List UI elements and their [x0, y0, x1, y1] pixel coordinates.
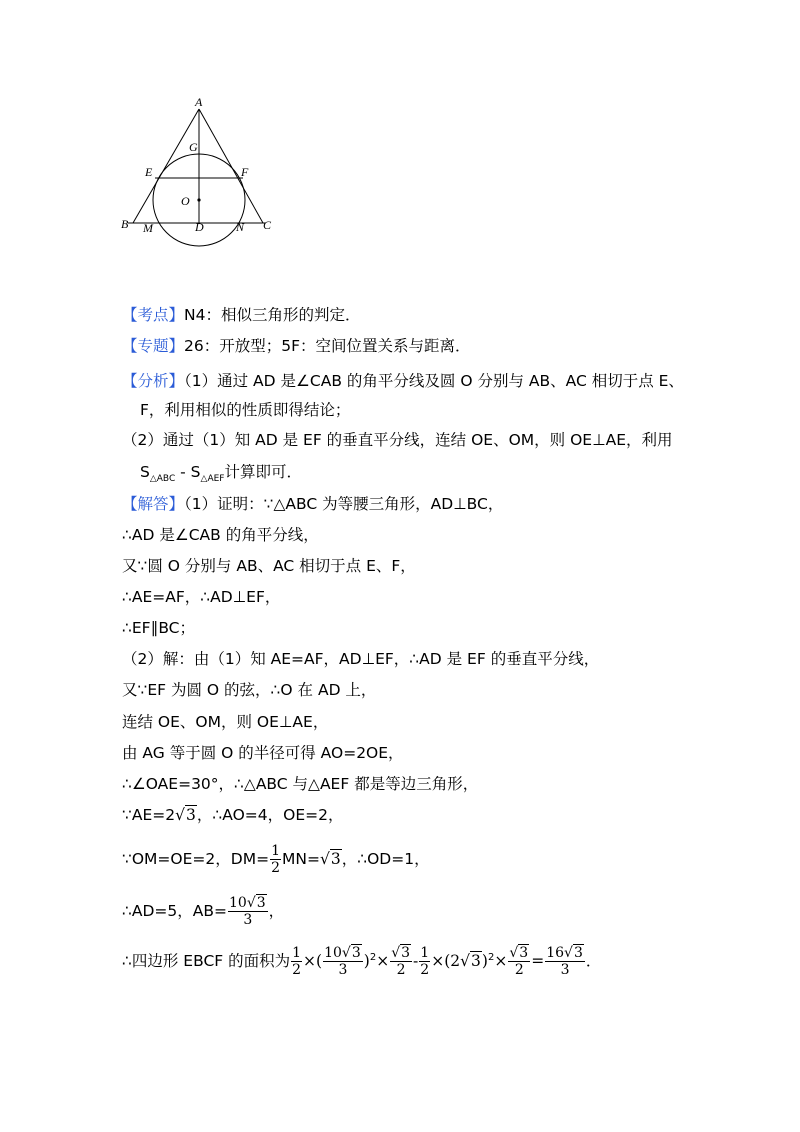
- fenxi-end-text: 计算即可．: [224, 463, 302, 481]
- equals-sign: =: [531, 952, 545, 970]
- frac-den: 2: [396, 962, 406, 978]
- frac-den: 2: [514, 962, 524, 978]
- frac-num: 1: [420, 945, 430, 961]
- frac-num: [545, 945, 585, 962]
- solution-text-5: ∴EF∥BC；: [122, 619, 196, 637]
- kaodian-tag: 【考点】: [122, 306, 185, 324]
- sqrt-3: √3: [341, 945, 361, 961]
- sqrt-3: √3: [509, 945, 529, 961]
- coef-10: 10: [228, 895, 247, 911]
- times-sign: ×: [303, 952, 317, 970]
- fraction-result: [545, 945, 585, 978]
- ae-text: ∵AE=2: [122, 806, 176, 824]
- jieda-line: [122, 494, 503, 514]
- frac-num: 1: [271, 843, 280, 859]
- fenxi-text: （1）通过 AD 是∠CAB 的角平分线及圆 O 分别与 AB、AC 相切于点 E、: [184, 372, 684, 390]
- coef-10: 10: [324, 945, 342, 961]
- sqrt-3: √3: [175, 806, 196, 824]
- label-d: D: [195, 220, 204, 234]
- fenxi-line-4: [140, 462, 302, 489]
- solution-line-9: [122, 743, 404, 763]
- frac-den: 2: [271, 860, 280, 876]
- times-sign: ×: [431, 952, 445, 970]
- fraction-ab: [323, 945, 363, 978]
- label-a: A: [195, 95, 203, 109]
- s-symbol-1: S: [140, 463, 150, 481]
- rparen: ): [481, 952, 488, 970]
- sqrt-radicand: 3: [401, 945, 411, 961]
- frac-den: 3: [243, 912, 253, 928]
- sqrt-3: √3: [460, 952, 481, 970]
- coef-16: 16: [546, 945, 565, 961]
- solution-line-6: [122, 649, 599, 669]
- fraction-half: [291, 945, 302, 978]
- frac-den: 3: [338, 962, 348, 978]
- label-e: E: [145, 165, 153, 179]
- solution-line-11: [122, 805, 343, 825]
- fenxi-line-2: [140, 400, 350, 420]
- solution-line-4: [122, 587, 280, 607]
- frac-den: 3: [560, 962, 570, 978]
- area-text: ∴四边形 EBCF 的面积为: [122, 952, 291, 970]
- solution-line-2: [122, 525, 319, 545]
- lparen: (: [444, 952, 451, 970]
- frac-den: 2: [420, 962, 430, 978]
- sqrt-radicand: 3: [256, 895, 266, 911]
- solution-text-10: ∴∠OAE=30°，∴△ABC 与△AEF 都是等边三角形，: [122, 775, 479, 793]
- fraction-ab: [228, 895, 268, 928]
- times-sign: ×: [376, 952, 390, 970]
- solution-text-9: 由 AG 等于圆 O 的半径可得 AO=2OE，: [122, 744, 404, 762]
- label-c: C: [263, 218, 272, 232]
- solution-line-7: [122, 680, 376, 700]
- label-f: F: [241, 165, 249, 179]
- comma: ，: [268, 902, 285, 920]
- sqrt-radicand: 3: [186, 806, 196, 824]
- solution-text-8: 连结 OE、OM，则 OE⊥AE，: [122, 713, 329, 731]
- solution-line-13: [122, 895, 284, 928]
- label-n: N: [236, 220, 245, 234]
- coef-2: 2: [450, 952, 461, 970]
- frac-num: [228, 895, 268, 912]
- s-sub-abc: △ABC: [149, 474, 176, 485]
- center-o-dot: [197, 198, 200, 201]
- frac-num: 1: [292, 945, 302, 961]
- square-exp: 2: [487, 951, 495, 963]
- fenxi-line: [122, 371, 684, 391]
- fraction-sqrt3-over-2: [508, 945, 530, 978]
- solution-text-4: ∴AE=AF，∴AD⊥EF，: [122, 588, 281, 606]
- solution-line-5: [122, 618, 195, 638]
- s-sub-aef: △AEF: [200, 474, 225, 485]
- frac-num: [508, 945, 530, 962]
- rparen: ): [363, 952, 370, 970]
- zhuanti-tag: 【专题】: [122, 337, 185, 355]
- times-sign: ×: [494, 952, 508, 970]
- sqrt-radicand: 3: [573, 945, 583, 961]
- solution-text-2: ∴AD 是∠CAB 的角平分线，: [122, 526, 319, 544]
- sqrt-radicand: 3: [330, 850, 341, 868]
- fenxi-tag: 【分析】: [122, 372, 185, 390]
- sqrt-3: √3: [246, 895, 266, 911]
- kaodian-line: [122, 305, 360, 325]
- jieda-text: （1）证明：∵△ABC 为等腰三角形，AD⊥BC，: [184, 495, 504, 513]
- solution-line-8: [122, 712, 328, 732]
- s-symbol-2: - S: [175, 463, 201, 481]
- square-exp: 2: [369, 951, 377, 963]
- label-m: M: [143, 221, 153, 235]
- side-ac: [199, 109, 263, 223]
- om-text: ∵OM=OE=2，DM=: [122, 850, 270, 868]
- lparen: (: [316, 952, 323, 970]
- sqrt-radicand: 3: [471, 952, 481, 970]
- label-o: O: [181, 194, 190, 208]
- label-b: B: [121, 217, 129, 231]
- mn-text: MN=: [281, 850, 320, 868]
- solution-line-10: [122, 774, 478, 794]
- solution-text-3: 又∵圆 O 分别与 AB、AC 相切于点 E、F，: [122, 557, 416, 575]
- sqrt-3: √3: [391, 945, 411, 961]
- solution-line-14: [122, 945, 601, 978]
- jieda-tag: 【解答】: [122, 495, 185, 513]
- fenxi-line-3: [122, 430, 673, 450]
- solution-text-7: 又∵EF 为圆 O 的弦，∴O 在 AD 上，: [122, 681, 377, 699]
- zhuanti-text: 26：开放型；5F：空间位置关系与距离．: [184, 337, 471, 355]
- fraction-half: [270, 843, 281, 876]
- ao-oe-text: ，∴AO=4，OE=2，: [196, 806, 344, 824]
- frac-num: [390, 945, 412, 962]
- geometry-figure: [115, 95, 280, 250]
- zhuanti-line: [122, 336, 471, 356]
- fenxi-text-3: （2）通过（1）知 AD 是 EF 的垂直平分线，连结 OE、OM，则 OE⊥AE，利用: [122, 431, 673, 449]
- solution-line-12: [122, 843, 430, 876]
- fraction-sqrt3-over-2: [390, 945, 412, 978]
- frac-den: 2: [292, 962, 302, 978]
- sqrt-radicand: 3: [351, 945, 361, 961]
- sqrt-3: √3: [564, 945, 583, 961]
- solution-line-3: [122, 556, 416, 576]
- sqrt-radicand: 3: [519, 945, 529, 961]
- period: ．: [585, 952, 602, 970]
- fenxi-text-2: F，利用相似的性质即得结论；: [140, 401, 351, 419]
- sqrt-3: √3: [319, 850, 341, 868]
- frac-num: [323, 945, 363, 962]
- od-text: ，∴OD=1，: [341, 850, 430, 868]
- minus-sign: -: [413, 952, 419, 970]
- label-g: G: [189, 140, 198, 154]
- ad-ab-text: ∴AD=5，AB=: [122, 902, 227, 920]
- solution-text-6: （2）解：由（1）知 AE=AF，AD⊥EF，∴AD 是 EF 的垂直平分线，: [122, 650, 600, 668]
- kaodian-text: N4：相似三角形的判定．: [184, 306, 361, 324]
- fraction-half: [419, 945, 430, 978]
